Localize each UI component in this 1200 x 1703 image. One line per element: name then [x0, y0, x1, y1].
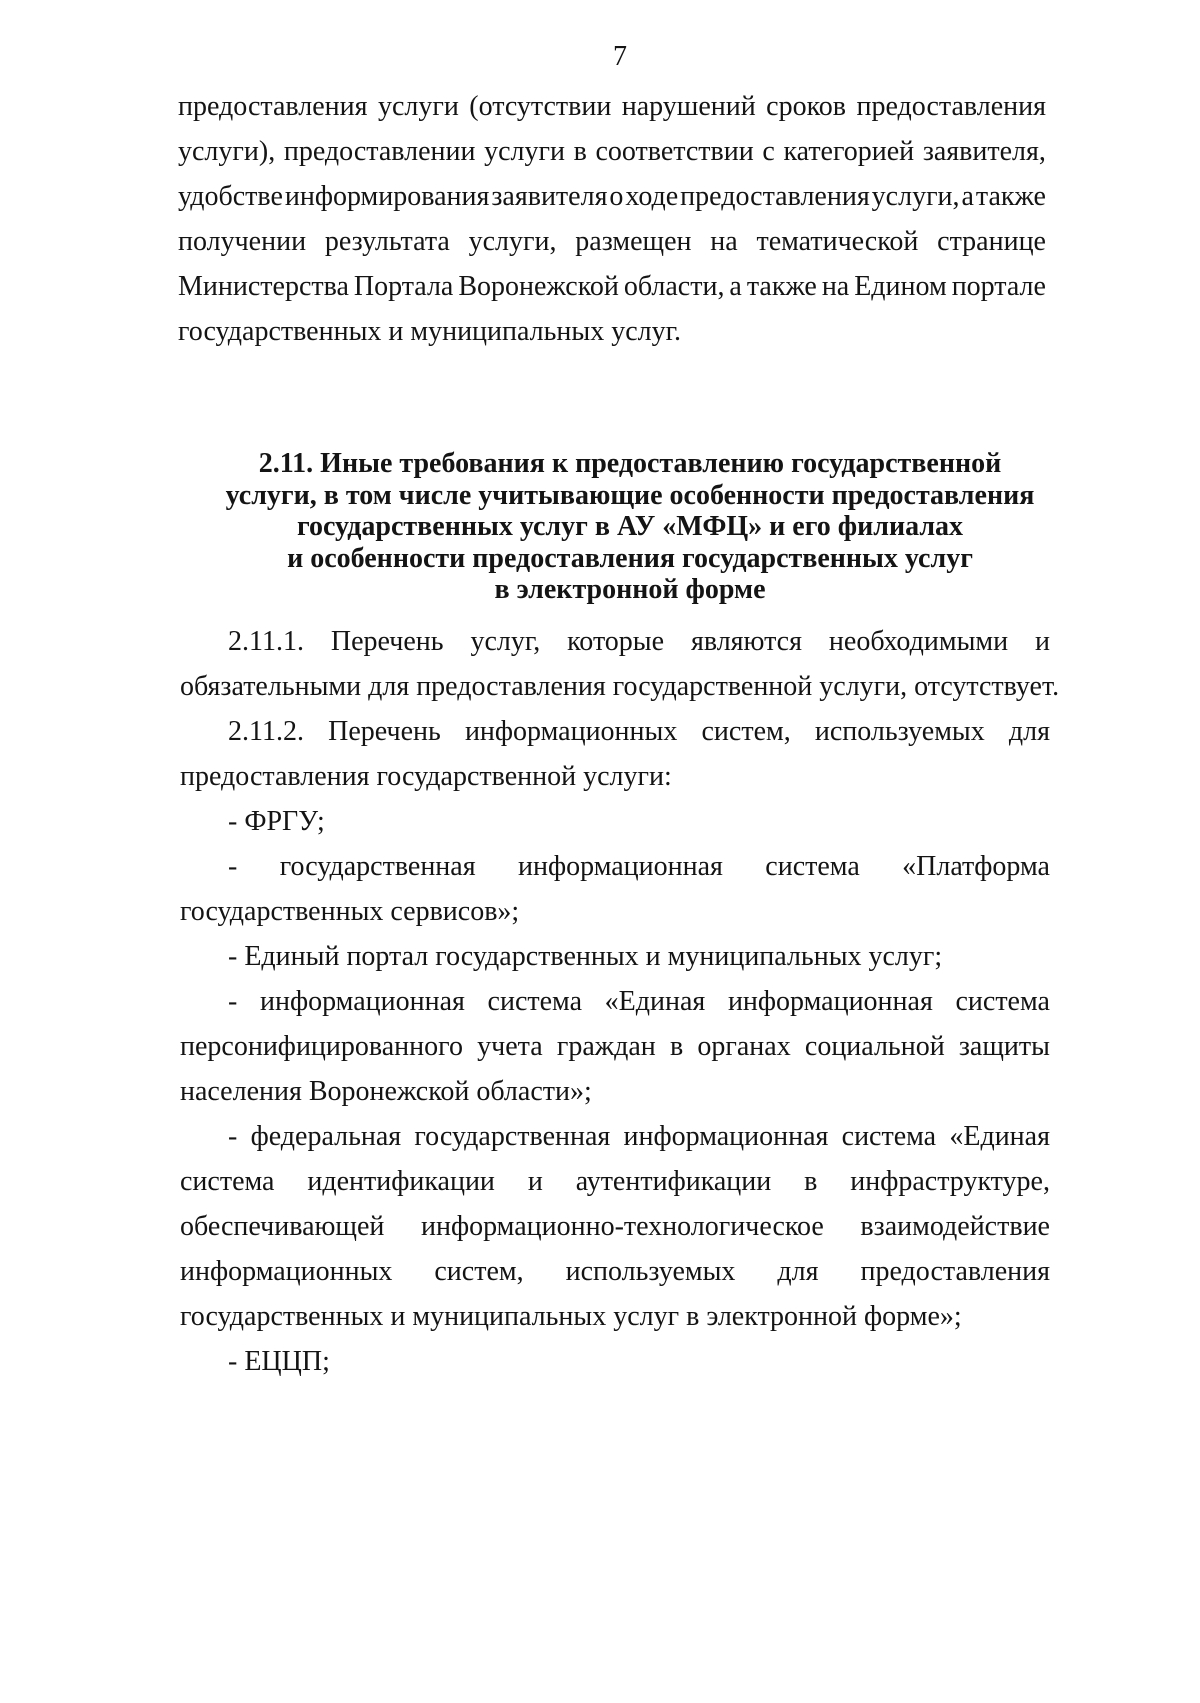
word: информационная	[518, 851, 723, 882]
word: соответствии	[595, 136, 754, 167]
word: а	[961, 181, 974, 212]
word: и	[527, 1166, 543, 1197]
text-line	[180, 1165, 1050, 1199]
word: информационная	[623, 1121, 829, 1152]
text-line: - ФРГУ;	[228, 806, 325, 837]
text-line: населения Воронежской области»;	[180, 1076, 592, 1107]
word: услуги	[484, 136, 565, 167]
section-heading	[200, 448, 1060, 606]
text-line	[180, 1255, 1050, 1289]
word: обеспечивающей	[180, 1211, 385, 1242]
heading-line: государственных услуг в АУ «МФЦ» и его филиалах	[296, 511, 964, 542]
word: Едином	[854, 271, 947, 302]
text-line: - ЕЦЦП;	[228, 1346, 330, 1377]
word: социальной	[804, 1031, 945, 1062]
text-line	[178, 90, 1046, 124]
text-line	[178, 270, 1046, 304]
text-line	[178, 135, 1046, 169]
word: услуг,	[470, 626, 541, 657]
word: предоставления	[178, 91, 368, 122]
word: области,	[623, 271, 725, 302]
word: федеральная	[250, 1121, 402, 1152]
word: систем,	[701, 716, 791, 747]
word: также	[746, 271, 817, 302]
word: необходимыми	[828, 626, 1009, 657]
word: используемых	[814, 716, 985, 747]
word: результата	[324, 226, 450, 257]
word: сроков	[766, 91, 847, 122]
text-line	[178, 225, 1046, 259]
text-line	[228, 625, 1050, 659]
word: предоставления	[680, 181, 870, 212]
word: -	[228, 851, 238, 882]
word: в	[669, 1031, 684, 1062]
word: портале	[951, 271, 1046, 302]
word: Воронежской	[458, 271, 619, 302]
word: инфраструктуре,	[850, 1166, 1050, 1197]
word: тематической	[756, 226, 919, 257]
word: (отсутствии	[469, 91, 612, 122]
word: услуги	[377, 91, 459, 122]
text-line	[178, 180, 1046, 214]
word: 2.11.2.	[228, 716, 304, 747]
heading-line: в электронной форме	[494, 574, 766, 605]
word: услуги,	[871, 181, 960, 212]
text-line	[180, 1030, 1050, 1064]
word: система	[487, 986, 582, 1017]
word: идентификации	[307, 1166, 495, 1197]
word: категорией	[783, 136, 915, 167]
word: Перечень	[328, 716, 441, 747]
word: Перечень	[330, 626, 444, 657]
word: предоставлении	[283, 136, 476, 167]
heading-line: и особенности предоставления государственных услуг	[287, 542, 973, 574]
word: а	[729, 271, 742, 302]
word: «Единая	[604, 986, 706, 1017]
heading-line: услуги, в том числе учитывающие особенности предоставления	[225, 479, 1035, 511]
text-line: государственных и муниципальных услуг.	[178, 316, 681, 347]
word: услуги),	[178, 136, 276, 167]
word: информационных	[464, 716, 678, 747]
word: ходе	[625, 181, 679, 212]
word: Министерства	[178, 271, 349, 302]
word: система	[841, 1121, 937, 1152]
word: странице	[937, 226, 1046, 257]
word: граждан	[556, 1031, 656, 1062]
word: информационная	[727, 986, 933, 1017]
word: аутентификации	[575, 1166, 772, 1197]
page-number: 7	[613, 41, 627, 72]
word: для	[777, 1256, 819, 1287]
word: на	[710, 226, 738, 257]
text-line	[180, 1210, 1050, 1244]
word: которые	[567, 626, 665, 657]
word: информационных	[180, 1256, 393, 1287]
word: с	[762, 136, 775, 167]
text-line	[228, 850, 1050, 884]
word: система	[180, 1166, 275, 1197]
word: размещен	[575, 226, 692, 257]
text-line: предоставления государственной услуги:	[180, 761, 672, 792]
word: система	[955, 986, 1050, 1017]
word: услуги,	[468, 226, 557, 257]
text-line	[228, 715, 1050, 749]
word: -	[228, 986, 238, 1017]
word: заявителя,	[922, 136, 1046, 167]
text-line	[228, 1120, 1050, 1154]
text-line: обязательными для предоставления государственной услуги, отсутствует.	[180, 671, 1060, 702]
word: систем,	[434, 1256, 524, 1287]
word: органах	[697, 1031, 791, 1062]
word: защиты	[958, 1031, 1050, 1062]
word: «Платформа	[902, 851, 1050, 882]
heading-line: 2.11. Иные требования к предоставлению государственной	[258, 448, 1002, 479]
word: 2.11.1.	[228, 626, 304, 657]
word: нарушений	[621, 91, 756, 122]
word: информационная	[259, 986, 465, 1017]
word: Портала	[353, 271, 454, 302]
word: используемых	[565, 1256, 736, 1287]
word: -	[228, 1121, 238, 1152]
word: о	[609, 181, 624, 212]
word: «Единая	[949, 1121, 1050, 1152]
word: являются	[690, 626, 802, 657]
word: предоставления	[856, 91, 1046, 122]
text-line: - Единый портал государственных и муниципальных услуг;	[228, 941, 943, 972]
word: предоставления	[860, 1256, 1050, 1287]
word: также	[975, 181, 1046, 212]
word: государственная	[414, 1121, 611, 1152]
word: на	[821, 271, 850, 302]
word: удобстве	[178, 181, 283, 212]
word: заявителя	[491, 181, 608, 212]
word: получении	[178, 226, 307, 257]
word: персонифицированного	[180, 1031, 463, 1062]
word: информирования	[284, 181, 490, 212]
word: в	[804, 1166, 818, 1197]
word: государственная	[279, 851, 476, 882]
text-line: государственных сервисов»;	[180, 896, 520, 927]
word: информационно-технологическое	[420, 1211, 824, 1242]
word: система	[765, 851, 860, 882]
word: взаимодействие	[860, 1211, 1050, 1242]
word: и	[1035, 626, 1050, 657]
word: для	[1008, 716, 1050, 747]
word: учета	[477, 1031, 543, 1062]
word: в	[573, 136, 587, 167]
text-line	[228, 985, 1050, 1019]
text-line: государственных и муниципальных услуг в электронной форме»;	[180, 1301, 962, 1332]
